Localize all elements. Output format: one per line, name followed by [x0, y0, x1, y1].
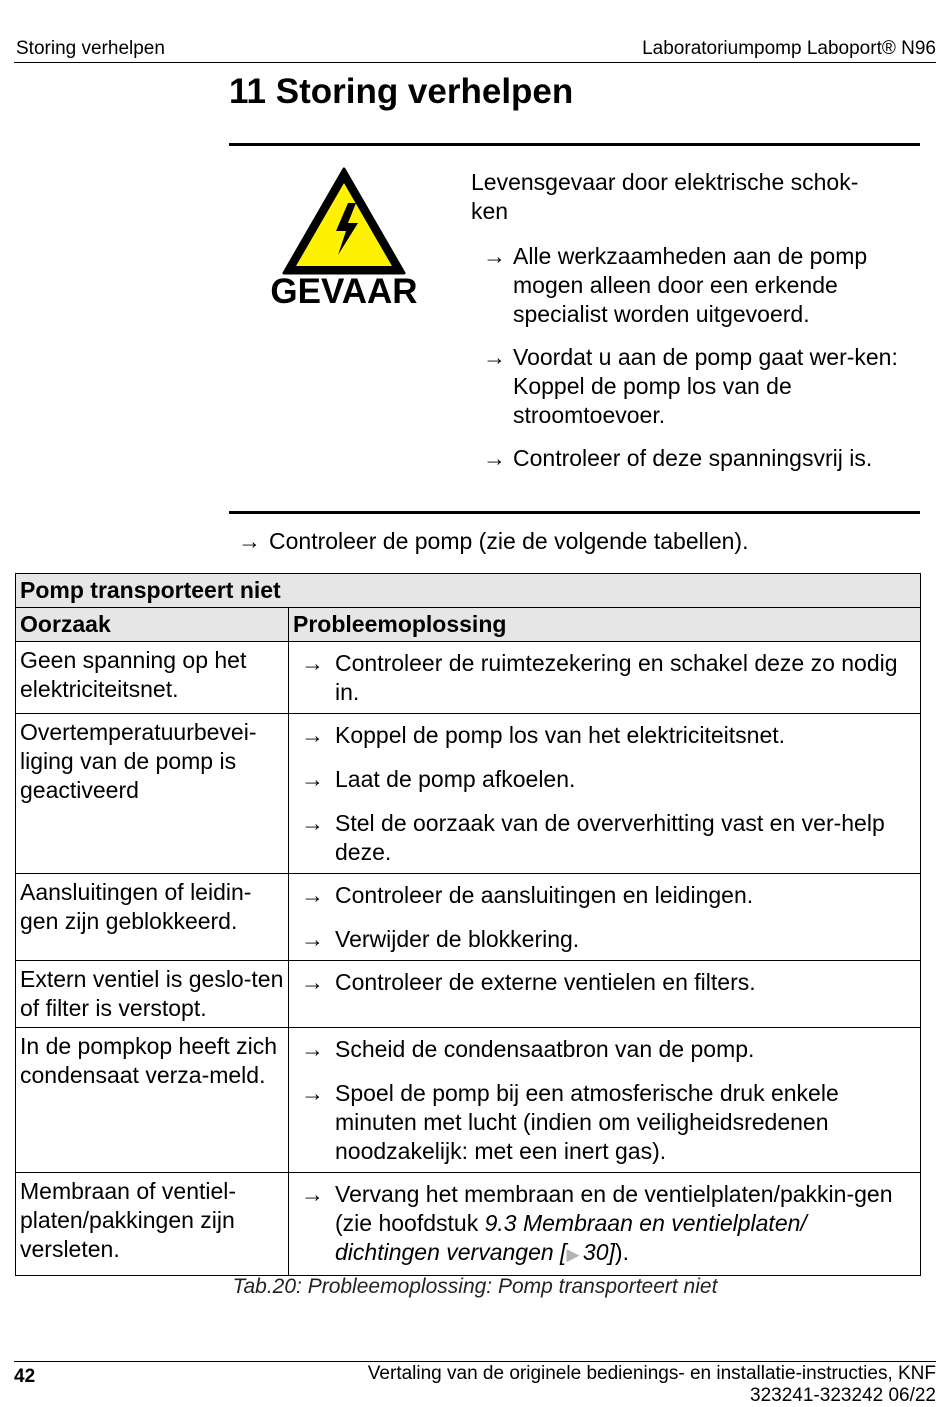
warning-item-text: Controleer of deze spanningsvrij is. — [513, 445, 873, 471]
arrow-icon: → — [301, 926, 324, 952]
arrow-icon: → — [301, 1181, 324, 1207]
arrow-icon: → — [301, 650, 324, 676]
table-row — [16, 642, 921, 714]
solution-step — [293, 1180, 916, 1269]
solution-cell — [289, 642, 921, 714]
solution-step — [293, 1035, 916, 1064]
warning-text — [471, 168, 911, 487]
instruction-step — [238, 528, 748, 555]
column-header-cause: Oorzaak — [16, 608, 289, 642]
arrow-icon: → — [301, 722, 324, 748]
solution-text: Laat de pomp afkoelen. — [335, 766, 576, 792]
arrow-icon: → — [301, 969, 324, 995]
electric-shock-warning-icon — [280, 165, 408, 277]
solution-cell — [289, 961, 921, 1028]
warning-item — [471, 242, 911, 329]
table-row — [16, 1028, 921, 1173]
arrow-icon: → — [301, 882, 324, 908]
signal-word: GEVAAR — [270, 272, 418, 311]
table-title-row — [16, 574, 921, 608]
arrow-icon: → — [483, 243, 506, 269]
cause-cell: Membraan of ventiel-platen/pakkingen zijn versleten. — [16, 1173, 289, 1276]
solution-text-after: ). — [614, 1239, 629, 1265]
arrow-icon: → — [483, 344, 506, 370]
solution-step — [293, 765, 916, 794]
footer-line: 323241-323242 06/22 — [750, 1385, 936, 1406]
solution-text-before: Vervang het membraan en de ventielplaten/pakkin-gen (zie hoofdstuk — [335, 1181, 893, 1236]
running-header-section: Storing verhelpen — [16, 38, 165, 59]
solution-text: Scheid de condensaatbron van de pomp. — [335, 1036, 755, 1062]
chapter-title: 11 Storing verhelpen — [229, 72, 574, 111]
page-reference-number: 30 — [582, 1239, 609, 1265]
solution-text — [335, 1181, 892, 1265]
solution-cell — [289, 1028, 921, 1173]
warning-top-divider — [229, 143, 920, 146]
solution-step — [293, 649, 916, 707]
cause-cell: Aansluitingen of leidin-gen zijn geblokkeerd. — [16, 874, 289, 961]
arrow-icon: → — [301, 1080, 324, 1106]
instruction-text: Controleer de pomp (zie de volgende tabellen). — [269, 528, 749, 554]
table-row — [16, 874, 921, 961]
table-caption: Tab.20: Probleemoplossing: Pomp transporteert niet — [232, 1275, 718, 1298]
table-row — [16, 714, 921, 874]
arrow-icon: → — [301, 1036, 324, 1062]
warning-heading — [471, 168, 911, 226]
solution-text: Spoel de pomp bij een atmosferische druk enkele minuten met lucht (indien om veiligheidsredenen noodzakelijk: met een inert gas). — [335, 1080, 839, 1164]
page-number: 42 — [14, 1366, 36, 1387]
warning-heading-line: ken — [471, 198, 509, 224]
solution-step — [293, 1079, 916, 1166]
solution-cell — [289, 874, 921, 961]
solution-cell — [289, 1173, 921, 1276]
footer-line: Vertaling van de originele bedienings- en installatie-instructies, KNF — [367, 1363, 936, 1384]
chapter-reference-end: ] — [608, 1239, 615, 1265]
page-reference-triangle-icon: ▶ — [566, 1245, 583, 1264]
table-row — [16, 961, 921, 1028]
solution-text: Stel de oorzaak van de oververhitting vast en ver-help deze. — [335, 810, 885, 865]
solution-text: Controleer de externe ventielen en filters. — [335, 969, 756, 995]
arrow-icon: → — [483, 445, 506, 471]
solution-step — [293, 721, 916, 750]
troubleshooting-table — [15, 573, 921, 1276]
running-header-product: Laboratoriumpomp Laboport® N96 — [642, 38, 936, 59]
warning-item — [471, 343, 911, 430]
solution-cell — [289, 714, 921, 874]
solution-step — [293, 968, 916, 997]
solution-text: Controleer de aansluitingen en leidingen. — [335, 882, 754, 908]
cause-cell: Overtemperatuurbevei-liging van de pomp is geactiveerd — [16, 714, 289, 874]
arrow-icon: → — [301, 810, 324, 836]
solution-step — [293, 925, 916, 954]
footer-text — [368, 1363, 936, 1407]
chapter-reference-text: 9.3 Membraan en ventielplaten/ dichtingen vervangen [ — [335, 1210, 807, 1265]
warning-heading-line: Levensgevaar door elektrische schok- — [471, 169, 859, 195]
warning-item — [471, 444, 911, 473]
warning-item-text: Alle werkzaamheden aan de pomp mogen alleen door een erkende specialist worden uitgevoerd. — [513, 243, 868, 327]
solution-step — [293, 809, 916, 867]
cause-cell: In de pompkop heeft zich condensaat verza-meld. — [16, 1028, 289, 1173]
arrow-icon: → — [301, 766, 324, 792]
warning-bottom-divider — [229, 511, 920, 514]
warning-item-text: Voordat u aan de pomp gaat wer-ken: Koppel de pomp los van de stroomtoevoer. — [513, 344, 898, 428]
solution-step — [293, 881, 916, 910]
arrow-icon: → — [238, 528, 261, 554]
solution-text: Controleer de ruimtezekering en schakel deze zo nodig in. — [335, 650, 898, 705]
column-header-solution: Probleemoplossing — [289, 608, 921, 642]
table-title: Pomp transporteert niet — [16, 574, 921, 608]
cause-cell: Geen spanning op het elektriciteitsnet. — [16, 642, 289, 714]
table-row — [16, 1173, 921, 1276]
table-header-row — [16, 608, 921, 642]
cause-cell: Extern ventiel is geslo-ten of filter is verstopt. — [16, 961, 289, 1028]
solution-text: Verwijder de blokkering. — [335, 926, 580, 952]
footer-divider — [14, 1361, 936, 1362]
header-divider — [14, 62, 936, 63]
solution-text: Koppel de pomp los van het elektriciteitsnet. — [335, 722, 786, 748]
